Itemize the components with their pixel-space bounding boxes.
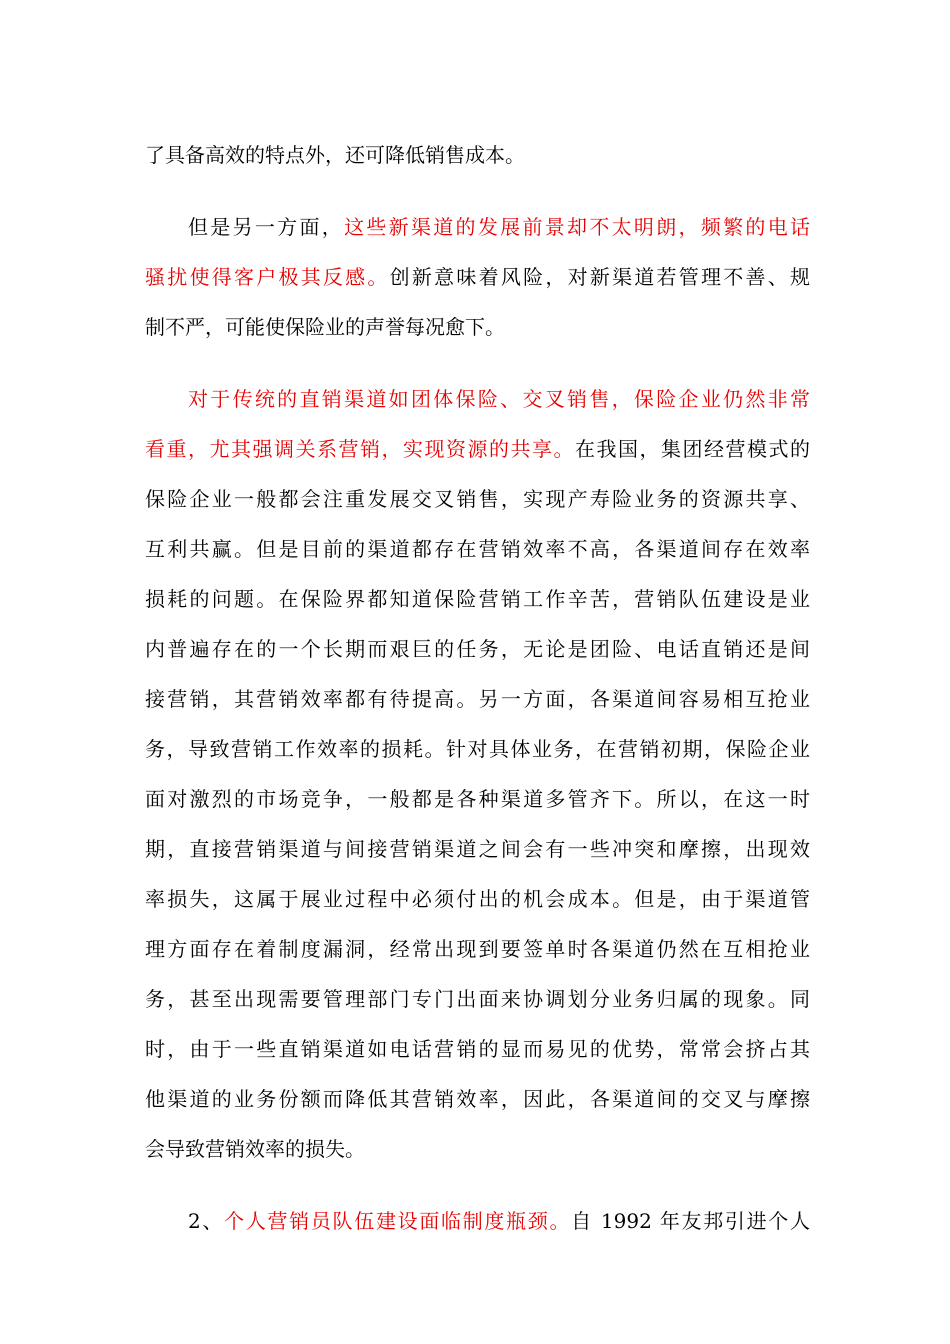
text-line (145, 776, 810, 826)
paragraph-gap (145, 1176, 810, 1198)
highlighted-text-run: 对于传统的直销渠道如团体保险、交叉销售，保险企业仍然非常 (188, 387, 810, 411)
text-line (145, 376, 810, 426)
paragraph-4 (145, 1198, 810, 1248)
text-line (145, 726, 810, 776)
text-line (145, 676, 810, 726)
highlighted-text-run: 这些新渠道的发展前景却不太明朗，频繁的电话 (344, 215, 811, 239)
text-line (145, 204, 810, 254)
text-run: 时，由于一些直销渠道如电话营销的显而易见的优势，常常会挤占其 (145, 1037, 810, 1061)
text-run: 在我国，集团经营模式的 (575, 437, 810, 461)
text-run: 务，导致营销工作效率的损耗。针对具体业务，在营销初期，保险企业 (145, 737, 810, 761)
text-line (145, 626, 810, 676)
paragraph-gap (145, 354, 810, 376)
text-line (145, 976, 810, 1026)
text-line (145, 826, 810, 876)
text-run: 内普遍存在的一个长期而艰巨的任务，无论是团险、电话直销还是间 (145, 637, 810, 661)
text-run: 创新意味着风险，对新渠道若管理不善、规 (389, 265, 811, 289)
text-run: 但是另一方面， (188, 215, 345, 239)
section-number: 2、 (188, 1209, 225, 1233)
text-line (145, 1026, 810, 1076)
text-run: 自 1992 年友邦引进个人 (571, 1209, 810, 1233)
text-run: 他渠道的业务份额而降低其营销效率，因此，各渠道间的交叉与摩擦 (145, 1087, 810, 1111)
text-line (145, 476, 810, 526)
text-line (145, 576, 810, 626)
text-run: 理方面存在着制度漏洞，经常出现到要签单时各渠道仍然在互相抢业 (145, 937, 810, 961)
text-line (145, 1198, 810, 1248)
text-line (145, 926, 810, 976)
text-line (145, 1076, 810, 1126)
text-run: 率损失，这属于展业过程中必须付出的机会成本。但是，由于渠道管 (145, 887, 810, 911)
text-line (145, 876, 810, 926)
paragraph-3 (145, 376, 810, 1176)
text-run: 期，直接营销渠道与间接营销渠道之间会有一些冲突和摩擦，出现效 (145, 837, 810, 861)
text-line (145, 304, 810, 354)
text-run: 保险企业一般都会注重发展交叉销售，实现产寿险业务的资源共享、 (145, 487, 810, 511)
text-run: 制不严，可能使保险业的声誉每况愈下。 (145, 315, 505, 339)
highlighted-text-run: 看重，尤其强调关系营销，实现资源的共享。 (145, 437, 575, 461)
text-run: 务，甚至出现需要管理部门专门出面来协调划分业务归属的现象。同 (145, 987, 810, 1011)
text-run: 会导致营销效率的损失。 (145, 1137, 365, 1161)
text-run: 损耗的问题。在保险界都知道保险营销工作辛苦，营销队伍建设是业 (145, 587, 810, 611)
highlighted-text-run: 个人营销员队伍建设面临制度瓶颈。 (224, 1209, 572, 1233)
paragraph-gap (145, 182, 810, 204)
text-line (145, 1126, 810, 1176)
highlighted-text-run: 骚扰使得客户极其反感。 (145, 265, 390, 289)
text-run: 互利共赢。但是目前的渠道都存在营销效率不高，各渠道间存在效率 (145, 537, 810, 561)
text-line (145, 132, 810, 182)
text-line (145, 526, 810, 576)
text-line (145, 254, 810, 304)
text-run: 面对激烈的市场竞争，一般都是各种渠道多管齐下。所以，在这一时 (145, 787, 810, 811)
text-run: 了具备高效的特点外，还可降低销售成本。 (145, 143, 525, 167)
text-line (145, 426, 810, 476)
text-run: 接营销，其营销效率都有待提高。另一方面，各渠道间容易相互抢业 (145, 687, 810, 711)
document-page (145, 132, 810, 1248)
paragraph-1 (145, 132, 810, 182)
paragraph-2 (145, 204, 810, 354)
